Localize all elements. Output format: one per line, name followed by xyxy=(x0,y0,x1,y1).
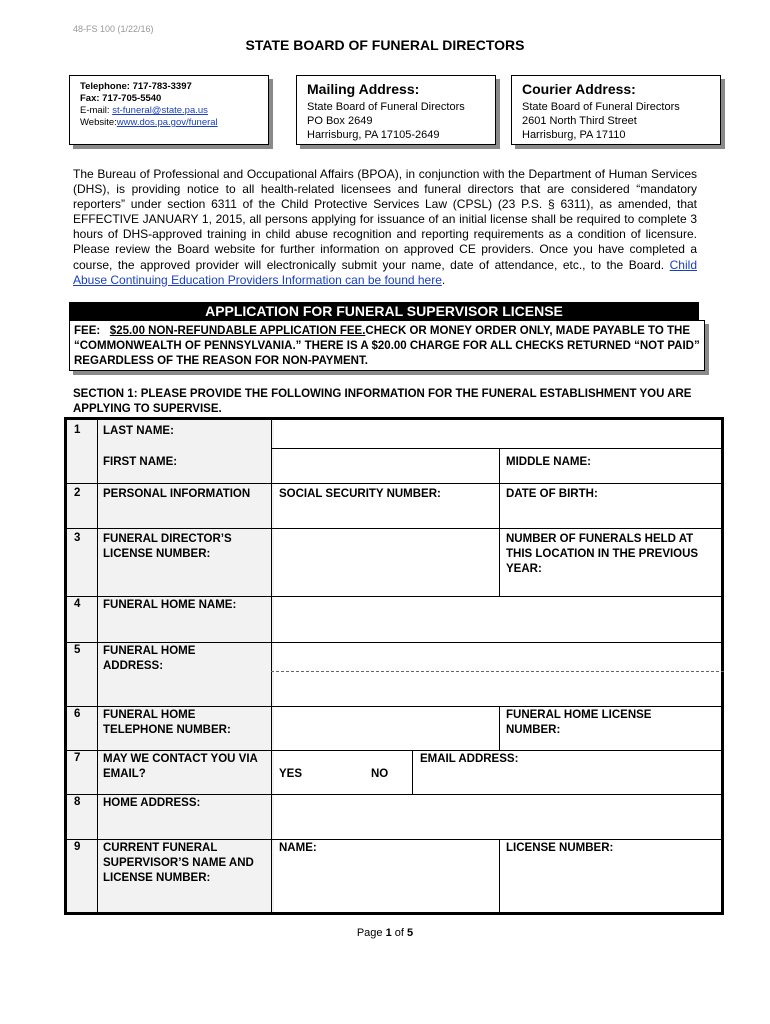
row-line xyxy=(67,642,724,643)
supervisor-license-label: LICENSE NUMBER: xyxy=(506,842,614,854)
last-name-label: LAST NAME: xyxy=(103,425,174,437)
telephone: Telephone: 717-783-3397 xyxy=(80,81,192,92)
home-name-label: FUNERAL HOME NAME: xyxy=(103,599,237,611)
form-number: 48-FS 100 (1/22/16) xyxy=(73,24,154,34)
current-supervisor-label: CURRENT FUNERAL SUPERVISOR’S NAME AND LICENSE NUMBER: xyxy=(103,842,254,884)
fd-license-label: FUNERAL DIRECTOR’S LICENSE NUMBER: xyxy=(103,533,232,560)
ssn-label: SOCIAL SECURITY NUMBER: xyxy=(279,488,441,500)
home-license-label: FUNERAL HOME LICENSE NUMBER: xyxy=(506,709,652,736)
contact-email-label: MAY WE CONTACT YOU VIA EMAIL? xyxy=(103,753,258,780)
row-line xyxy=(271,448,724,449)
row-line xyxy=(67,528,724,529)
fd-license-field[interactable] xyxy=(273,530,498,595)
page-number xyxy=(0,927,770,939)
courier-line1: State Board of Funeral Directors xyxy=(522,101,680,113)
page-of: of xyxy=(394,927,404,939)
fee-box xyxy=(69,320,705,371)
divider xyxy=(499,706,500,750)
row-number: 9 xyxy=(74,841,81,853)
intro-text: The Bureau of Professional and Occupational Affairs (BPOA), in conjunction with the Department of Human Services (DHS), is providing notice to all health-related licensees and funeral directors that are considered “mandatory reporters” under section 6311 of the Child Protective Services Law (CPSL) (23 P.S. § 6311), as amended, that EFFECTIVE JANUARY 1, 2015, all persons applying for issuance of an initial license shall be required to complete 3 hours of DHS-approved training in child abuse recognition and reporting requirements as a condition of licensure. Please review the Board website for further information on approved CE providers. Once you have completed a course, the approved provider will electronically submit your name, date of attendance, etc., to the Board. xyxy=(73,167,697,272)
row-line xyxy=(67,839,724,840)
no-option[interactable]: NO xyxy=(371,768,389,780)
row-line xyxy=(67,750,724,751)
row-number: 2 xyxy=(74,487,81,499)
first-name-field[interactable] xyxy=(273,450,498,482)
divider xyxy=(499,448,500,596)
email-address-label: EMAIL ADDRESS: xyxy=(420,753,519,765)
page-current: 1 xyxy=(385,927,392,939)
courier-heading: Courier Address: xyxy=(522,81,636,97)
mailing-heading: Mailing Address: xyxy=(307,81,420,97)
dob-label: DATE OF BIRTH: xyxy=(506,488,598,500)
row-line xyxy=(67,794,724,795)
courier-line3: Harrisburg, PA 17110 xyxy=(522,129,626,141)
email-link[interactable]: st-funeral@state.pa.us xyxy=(112,105,208,116)
funeral-home-phone-field[interactable] xyxy=(273,708,498,749)
home-address-label: FUNERAL HOME ADDRESS: xyxy=(103,645,196,672)
row-line xyxy=(67,706,724,707)
intro-end: . xyxy=(441,272,446,287)
personal-info-label: PERSONAL INFORMATION xyxy=(103,488,251,500)
row-number: 4 xyxy=(74,598,81,610)
row-number: 7 xyxy=(74,752,81,764)
row-line xyxy=(67,483,724,484)
fee-text: CHECK OR MONEY ORDER ONLY, MADE PAYABLE TO THE “COMMONWEALTH OF PENNSYLVANIA.” THERE IS A $20.00 CHARGE FOR ALL CHECKS RETURNED “NOT PAID” REGARDLESS OF THE REASON FOR NON-PAYMENT. xyxy=(74,325,700,367)
row-number: 8 xyxy=(74,796,81,808)
row-line xyxy=(67,596,724,597)
page-title: STATE BOARD OF FUNERAL DIRECTORS xyxy=(245,37,525,53)
courier-line2: 2601 North Third Street xyxy=(522,115,637,127)
website-label: Website: xyxy=(80,117,117,128)
divider xyxy=(412,750,413,794)
page-total: 5 xyxy=(407,927,414,939)
funeral-home-name-field[interactable] xyxy=(273,598,723,641)
section1-heading: SECTION 1: PLEASE PROVIDE THE FOLLOWING INFORMATION FOR THE FUNERAL ESTABLISHMENT YOU ARE APPLYING TO SUPERVISE. xyxy=(73,388,692,415)
page-prefix: Page xyxy=(356,927,383,939)
fee-amount: $25.00 NON-REFUNDABLE APPLICATION FEE. xyxy=(109,325,366,337)
application-title-bar: APPLICATION FOR FUNERAL SUPERVISOR LICENSE xyxy=(69,302,699,320)
contact-box xyxy=(69,75,269,145)
home-phone-label: FUNERAL HOME TELEPHONE NUMBER: xyxy=(103,709,231,736)
row-number: 6 xyxy=(74,708,81,720)
first-name-label: FIRST NAME: xyxy=(103,456,178,468)
mailing-address-box xyxy=(296,75,496,145)
row-number: 5 xyxy=(74,644,81,656)
ce-providers-link[interactable]: Child Abuse Continuing Education Providers Information can be found here xyxy=(73,257,697,287)
website-link[interactable]: www.dos.pa.gov/funeral xyxy=(116,117,218,128)
funeral-home-address-field[interactable] xyxy=(273,644,723,705)
middle-name-label: MIDDLE NAME: xyxy=(506,456,591,468)
email-label: E-mail: xyxy=(80,105,110,116)
mailing-line2: PO Box 2649 xyxy=(307,115,373,127)
divider xyxy=(499,839,500,912)
home-address-personal-label: HOME ADDRESS: xyxy=(103,797,201,809)
supervisor-name-label: NAME: xyxy=(279,842,317,854)
funerals-held-label: NUMBER OF FUNERALS HELD AT THIS LOCATION IN THE PREVIOUS YEAR: xyxy=(506,533,699,575)
courier-address-box xyxy=(511,75,721,145)
intro-paragraph xyxy=(73,167,697,288)
fee-label: FEE: xyxy=(74,325,101,337)
row-number: 1 xyxy=(74,424,81,436)
fax: Fax: 717-705-5540 xyxy=(80,93,162,104)
mailing-line1: State Board of Funeral Directors xyxy=(307,101,465,113)
row-number: 3 xyxy=(74,532,81,544)
application-form-table xyxy=(64,417,724,915)
last-name-field[interactable] xyxy=(273,422,723,447)
home-address-field[interactable] xyxy=(273,796,723,838)
yes-option[interactable]: YES xyxy=(279,768,303,780)
mailing-line3: Harrisburg, PA 17105-2649 xyxy=(307,129,440,141)
